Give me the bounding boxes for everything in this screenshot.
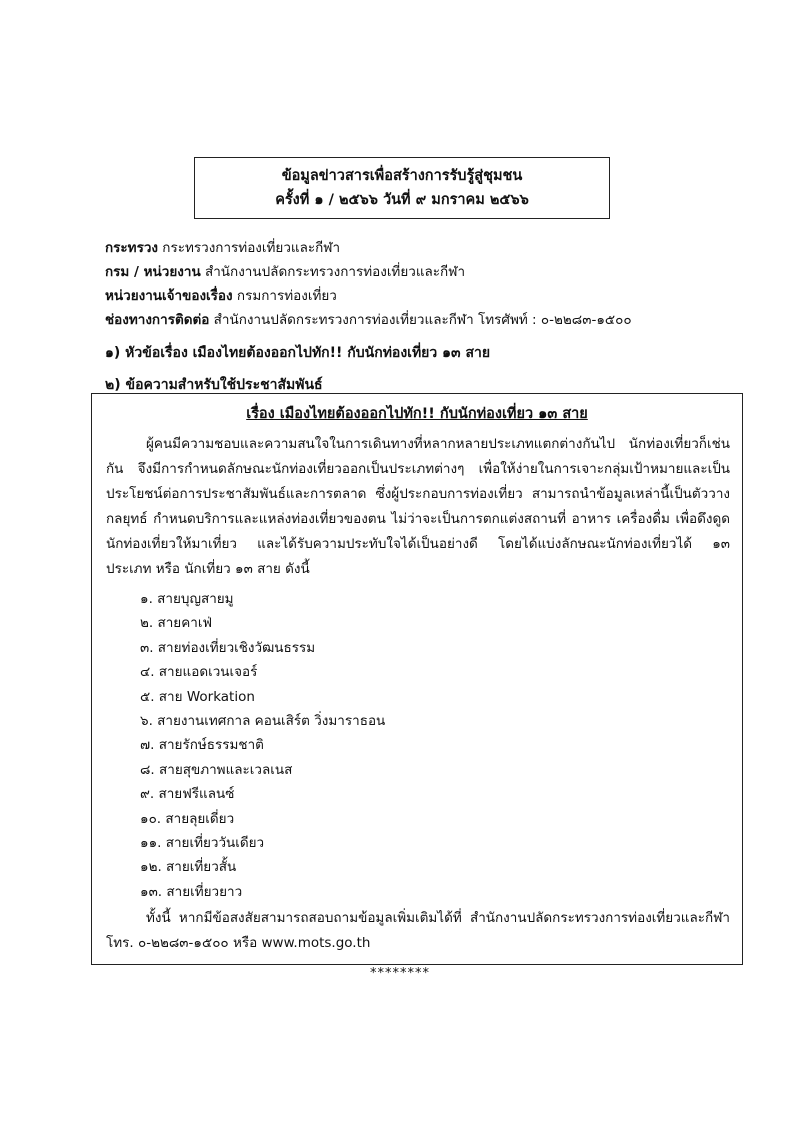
pr-paragraph-block: [106, 432, 730, 582]
pr-title: เรื่อง เมืองไทยต้องออกไปทัก!! กับนักท่องเที่ยว ๑๓ สาย: [246, 406, 588, 422]
list-item: ๘. สายสุขภาพและเวลเนส: [140, 761, 293, 778]
pr-closing-block: [106, 906, 730, 956]
meta-department: [105, 260, 745, 284]
list-item: ๖. สายงานเทศกาล คอนเสิร์ต วิ่งมาราธอน: [140, 712, 386, 729]
ministry-value: กระทรวงการท่องเที่ยวและกีฬา: [162, 240, 341, 256]
list-item: ๙. สายฟรีแลนซ์: [140, 786, 235, 803]
meta-contact: [105, 308, 745, 332]
header-box: [194, 157, 610, 219]
owner-label: หน่วยงานเจ้าของเรื่อง: [105, 288, 233, 304]
list-item: ๔. สายแอดเวนเจอร์: [140, 664, 258, 681]
list-item: ๕. สาย Workation: [140, 688, 255, 705]
footer-stars: ********: [370, 966, 430, 981]
ministry-label: กระทรวง: [105, 240, 158, 256]
contact-label: ช่องทางการติดต่อ: [105, 312, 210, 328]
section-topic: ๑) หัวข้อเรื่อง เมืองไทยต้องออกไปทัก!! กับนักท่องเที่ยว ๑๓ สาย: [105, 345, 491, 361]
list-item: ๑๒. สายเที่ยวสั้น: [140, 859, 237, 876]
types-list: [140, 587, 385, 904]
list-item: ๑๑. สายเที่ยววันเดียว: [140, 834, 265, 851]
list-item: ๑. สายบุญสายมู: [140, 591, 234, 607]
meta-block: [105, 236, 745, 332]
owner-value: กรมการท่องเที่ยว: [236, 288, 337, 304]
contact-value: สำนักงานปลัดกระทรวงการท่องเที่ยวและกีฬา โทรศัพท์ : ๐-๒๒๘๓-๑๕๐๐: [213, 312, 632, 328]
list-item: ๓. สายท่องเที่ยวเชิงวัฒนธรรม: [140, 639, 316, 656]
meta-ministry: [105, 236, 745, 260]
list-item: ๑๓. สายเที่ยวยาว: [140, 883, 243, 900]
pr-closing: ทั้งนี้ หากมีข้อสงสัยสามารถสอบถามข้อมูลเพิ่มเติมได้ที่ สำนักงานปลัดกระทรวงการท่องเที่ยวและกีฬา โทร. ๐-๒๒๘๓-๑๕๐๐ หรือ www.mots.go.th: [106, 910, 730, 951]
department-value: สำนักงานปลัดกระทรวงการท่องเที่ยวและกีฬา: [204, 264, 466, 280]
section-pr-heading: ๒) ข้อความสำหรับใช้ประชาสัมพันธ์: [105, 377, 323, 393]
pr-paragraph: ผู้คนมีความชอบและความสนใจในการเดินทางที่หลากหลายประเภทแตกต่างกันไป นักท่องเที่ยวก็เช่นกัน จึงมีการกำหนดลักษณะนักท่องเที่ยวออกเป็นประเภทต่างๆ เพื่อให้ง่ายในการเจาะกลุ่มเป้าหมายและเป็นประโยชน์ต่อการประชาสัมพันธ์และการตลาด ซึ่งผู้ประกอบการท่องเที่ยว สามารถนำข้อมูลเหล่านี้เป็นตัววางกลยุทธ์ กำหนดบริการและแหล่งท่องเที่ยวของตน ไม่ว่าจะเป็นการตกแต่งสถานที่ อาหาร เครื่องดื่ม เพื่อดึงดูดนักท่องเที่ยวให้มาเที่ยว และได้รับความประทับใจได้เป็นอย่างดี โดยได้แบ่งลักษณะนักท่องเที่ยวได้ ๑๓ ประเภท หรือ นักเที่ยว ๑๓ สาย ดังนี้: [106, 436, 730, 577]
pr-box: [91, 393, 743, 965]
list-item: ๗. สายรักษ์ธรรมชาติ: [140, 737, 264, 754]
header-issue: ครั้งที่ ๑ / ๒๕๖๖ วันที่ ๙ มกราคม ๒๕๖๖: [275, 192, 529, 208]
list-item: ๑๐. สายลุยเดี่ยว: [140, 810, 235, 827]
list-item: ๒. สายคาเฟ่: [140, 615, 212, 632]
meta-owner: [105, 284, 745, 308]
header-title: ข้อมูลข่าวสารเพื่อสร้างการรับรู้สู่ชุมชน: [281, 168, 523, 184]
department-label: กรม / หน่วยงาน: [105, 264, 201, 280]
